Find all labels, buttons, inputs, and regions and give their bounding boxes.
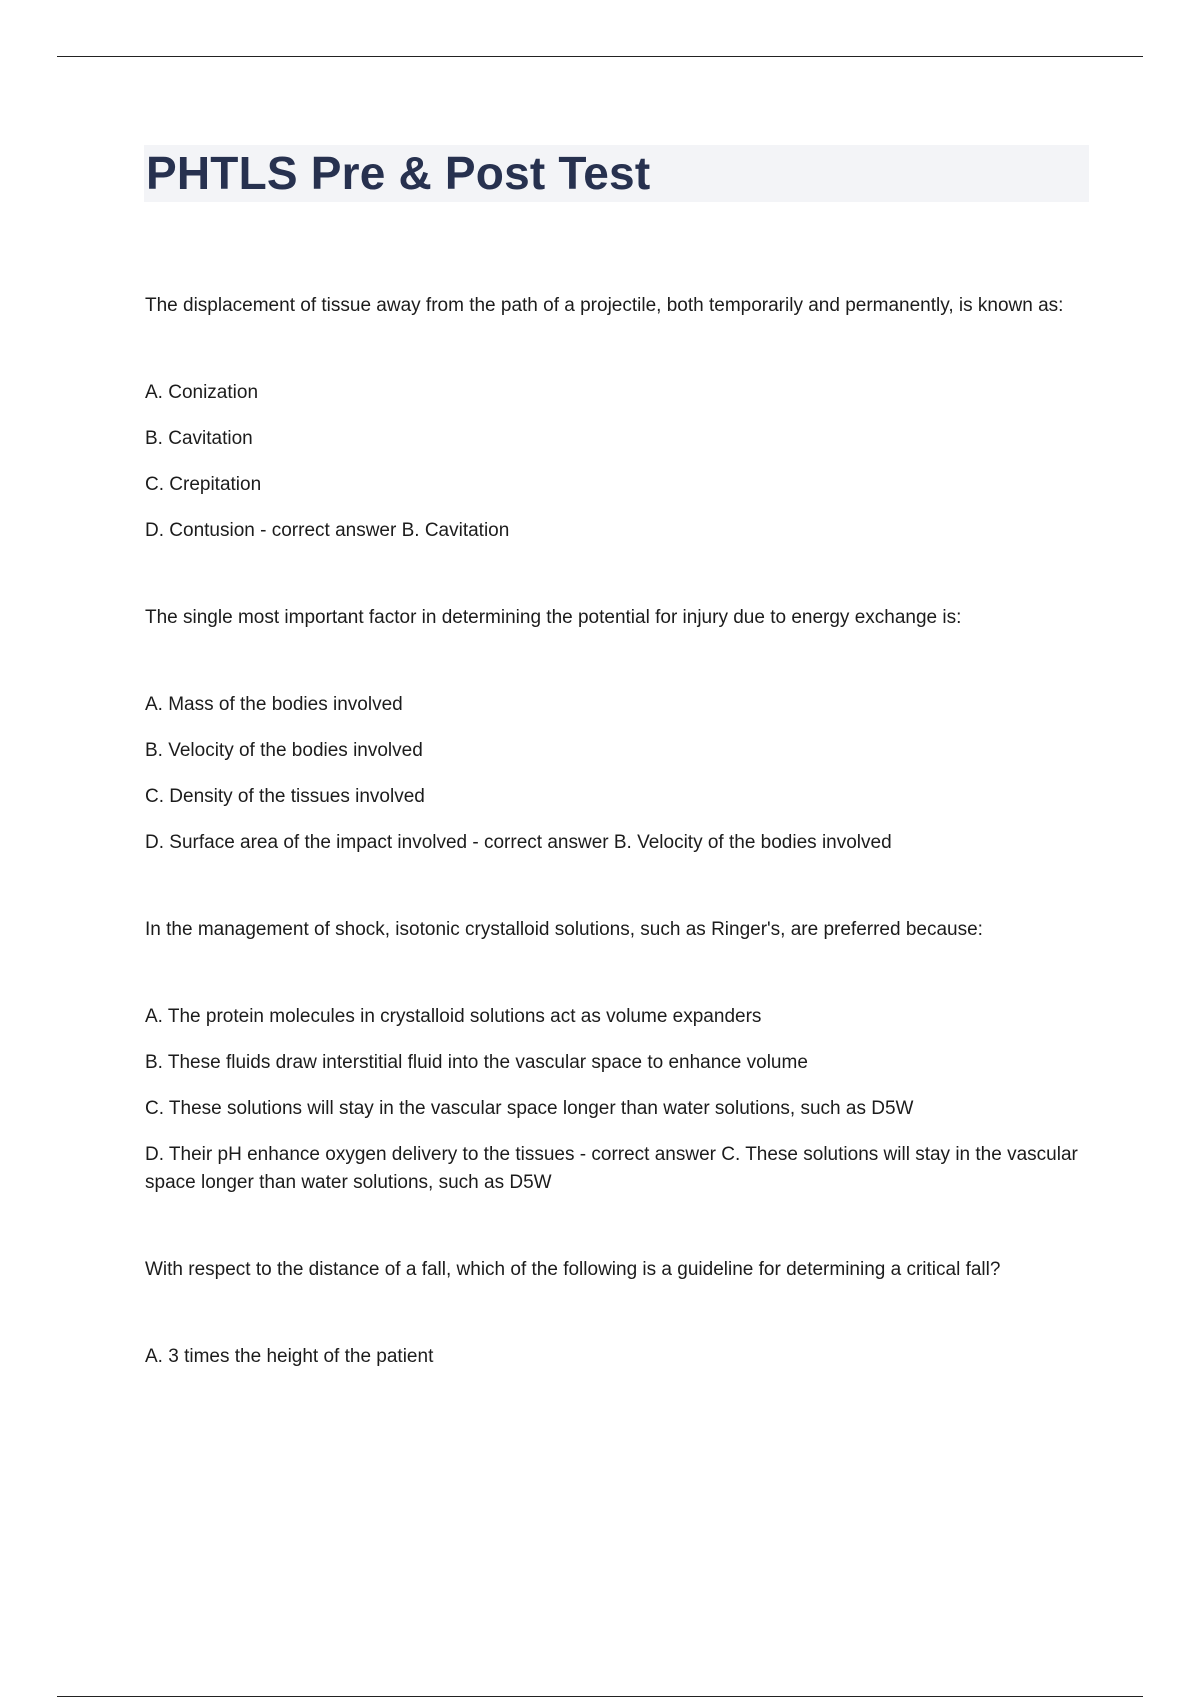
answer-option: B. Cavitation [145, 428, 253, 449]
question-prompt: The single most important factor in determining the potential for injury due to energy exchange is: [145, 607, 962, 628]
question-block [145, 916, 1080, 1197]
answer-options [145, 1003, 1080, 1197]
answer-option: A. The protein molecules in crystalloid solutions act as volume expanders [145, 1006, 762, 1027]
answer-options [145, 691, 1080, 857]
answer-option: D. Surface area of the impact involved - correct answer B. Velocity of the bodies involved [145, 832, 892, 853]
title-band [144, 145, 1089, 202]
page-title: PHTLS Pre & Post Test [146, 147, 651, 199]
answer-option: C. These solutions will stay in the vascular space longer than water solutions, such as D5W [145, 1098, 914, 1119]
question-prompt: The displacement of tissue away from the path of a projectile, both temporarily and permanently, is known as: [145, 295, 1064, 316]
question-list [145, 292, 1080, 1430]
answer-option: D. Contusion - correct answer B. Cavitation [145, 520, 510, 541]
answer-option: A. 3 times the height of the patient [145, 1346, 434, 1367]
answer-option: C. Crepitation [145, 474, 262, 495]
answer-option: A. Conization [145, 382, 259, 403]
question-block [145, 292, 1080, 545]
page-bottom-rule [57, 1696, 1143, 1697]
answer-option: B. These fluids draw interstitial fluid into the vascular space to enhance volume [145, 1052, 808, 1073]
answer-option: B. Velocity of the bodies involved [145, 740, 423, 761]
answer-option: D. Their pH enhance oxygen delivery to the tissues - correct answer C. These solutions will stay in the vascular space longer than water solutions, such as D5W [145, 1144, 1078, 1193]
answer-options [145, 1343, 1080, 1371]
answer-option: A. Mass of the bodies involved [145, 694, 403, 715]
page-top-rule [57, 56, 1143, 57]
answer-option: C. Density of the tissues involved [145, 786, 425, 807]
question-block [145, 1256, 1080, 1371]
answer-options [145, 379, 1080, 545]
question-prompt: In the management of shock, isotonic crystalloid solutions, such as Ringer's, are preferred because: [145, 919, 983, 940]
question-prompt: With respect to the distance of a fall, which of the following is a guideline for determining a critical fall? [145, 1259, 1001, 1280]
question-block [145, 604, 1080, 857]
